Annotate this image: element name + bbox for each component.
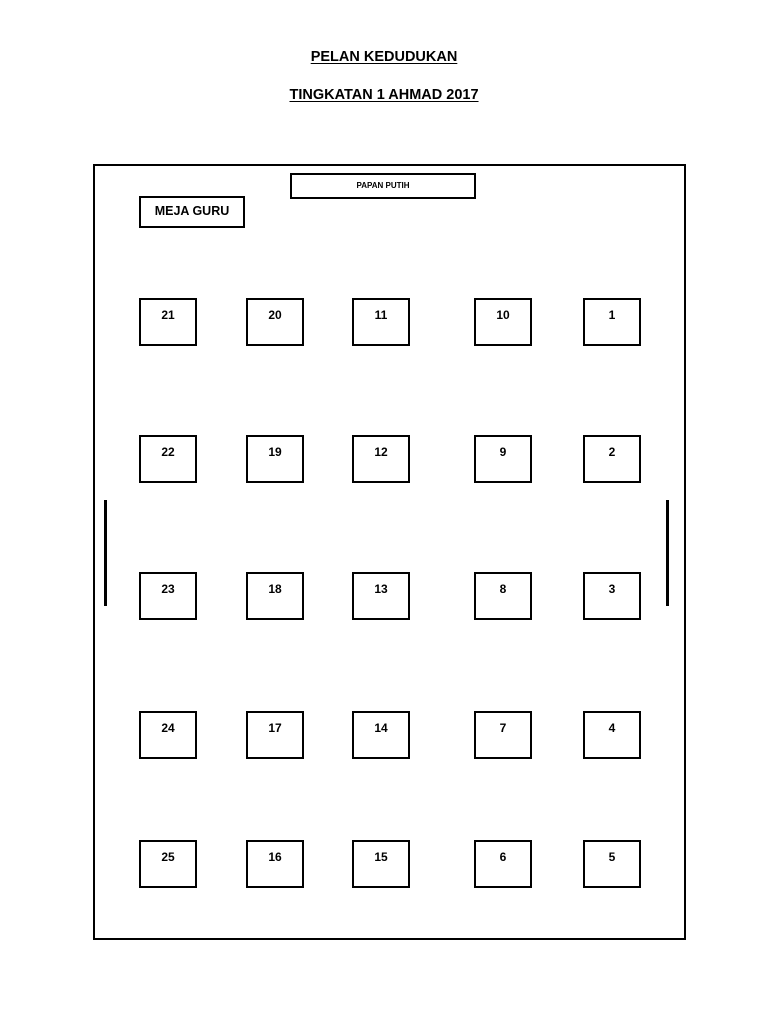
student-desk — [352, 572, 410, 620]
desk-number: 15 — [374, 850, 388, 864]
student-desk — [139, 572, 197, 620]
right-door — [666, 500, 669, 606]
page-title-text: PELAN KEDUDUKAN — [310, 49, 458, 65]
student-desk — [246, 840, 304, 888]
student-desk — [474, 298, 532, 346]
desk-number: 12 — [374, 445, 388, 459]
student-desk — [246, 298, 304, 346]
teacher-desk: MEJA GURU — [139, 196, 245, 228]
desk-number: 1 — [608, 308, 616, 322]
student-desk — [352, 840, 410, 888]
desk-number: 23 — [161, 582, 175, 596]
desk-number: 22 — [161, 445, 175, 459]
student-desk — [474, 572, 532, 620]
desk-number: 20 — [268, 308, 282, 322]
student-desk — [583, 572, 641, 620]
student-desk — [139, 711, 197, 759]
desk-number: 16 — [268, 850, 282, 864]
desk-number: 8 — [499, 582, 507, 596]
student-desk — [352, 435, 410, 483]
desk-number: 10 — [496, 308, 510, 322]
desk-number: 25 — [161, 850, 175, 864]
page-subtitle — [0, 87, 768, 103]
desk-number: 2 — [608, 445, 616, 459]
classroom-outline — [93, 164, 686, 940]
desk-number: 9 — [499, 445, 507, 459]
student-desk — [583, 298, 641, 346]
page-title — [0, 49, 768, 65]
student-desk — [474, 711, 532, 759]
student-desk — [139, 840, 197, 888]
desk-number: 24 — [161, 721, 175, 735]
student-desk — [583, 435, 641, 483]
desk-number: 18 — [268, 582, 282, 596]
desk-number: 13 — [374, 582, 388, 596]
student-desk — [474, 840, 532, 888]
desk-number: 19 — [268, 445, 282, 459]
student-desk — [352, 298, 410, 346]
student-desk — [583, 840, 641, 888]
desk-number: 5 — [608, 850, 616, 864]
student-desk — [246, 435, 304, 483]
student-desk — [474, 435, 532, 483]
desk-number: 4 — [608, 721, 616, 735]
student-desk — [139, 298, 197, 346]
student-desk — [352, 711, 410, 759]
desk-number: 7 — [499, 721, 507, 735]
desk-number: 11 — [374, 308, 388, 322]
desk-number: 6 — [499, 850, 507, 864]
student-desk — [139, 435, 197, 483]
whiteboard: PAPAN PUTIH — [290, 173, 476, 199]
desk-number: 14 — [374, 721, 388, 735]
desk-number: 21 — [161, 308, 175, 322]
page-subtitle-text: TINGKATAN 1 AHMAD 2017 — [289, 87, 479, 103]
student-desk — [246, 572, 304, 620]
desk-number: 17 — [268, 721, 282, 735]
desk-number: 3 — [608, 582, 616, 596]
left-door — [104, 500, 107, 606]
student-desk — [583, 711, 641, 759]
student-desk — [246, 711, 304, 759]
